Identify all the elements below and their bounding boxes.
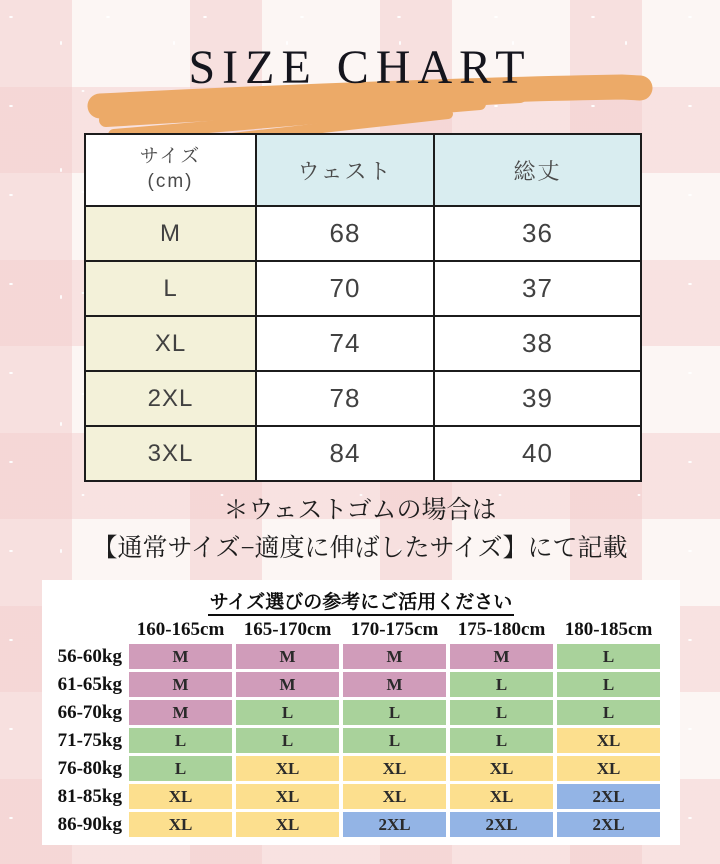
recommended-size-cell: XL — [129, 812, 232, 837]
header-size-unit: (cm) — [147, 171, 194, 192]
recommended-size-cell: 2XL — [557, 784, 660, 809]
elastic-waist-note — [0, 492, 720, 567]
recommended-size-cell: L — [343, 728, 446, 753]
weight-row-label: 76-80kg — [57, 758, 122, 779]
waist-cell: 74 — [256, 316, 434, 371]
size-cell: 2XL — [85, 371, 256, 426]
height-column-header: 175-180cm — [457, 619, 546, 640]
weight-row-label: 71-75kg — [57, 730, 122, 751]
weight-row-label: 66-70kg — [57, 702, 122, 723]
height-column-header: 160-165cm — [136, 619, 225, 640]
recommended-size-cell: M — [236, 672, 339, 697]
size-table-row — [85, 261, 641, 316]
recommended-size-cell: L — [557, 672, 660, 697]
page-title: SIZE CHART — [188, 41, 532, 94]
weight-row-label: 61-65kg — [57, 674, 122, 695]
height-column-header: 165-170cm — [243, 619, 332, 640]
length-cell: 36 — [434, 206, 641, 261]
recommended-size-cell: XL — [236, 756, 339, 781]
recommended-size-cell: XL — [557, 756, 660, 781]
recommended-size-cell: XL — [343, 784, 446, 809]
fit-reference-grid — [46, 618, 660, 837]
recommended-size-cell: L — [450, 728, 553, 753]
size-cell: 3XL — [85, 426, 256, 481]
recommended-size-cell: L — [450, 700, 553, 725]
recommended-size-cell: M — [236, 644, 339, 669]
height-column-header: 180-185cm — [564, 619, 653, 640]
size-table-header-length: 総丈 — [434, 134, 641, 206]
size-table-row — [85, 426, 641, 481]
height-column-header: 170-175cm — [350, 619, 439, 640]
size-table-row — [85, 206, 641, 261]
recommended-size-cell: XL — [450, 784, 553, 809]
recommended-size-cell: M — [343, 644, 446, 669]
size-table — [84, 133, 642, 482]
waist-cell: 70 — [256, 261, 434, 316]
weight-row-label: 81-85kg — [57, 786, 122, 807]
recommended-size-cell: 2XL — [450, 812, 553, 837]
length-cell: 39 — [434, 371, 641, 426]
recommended-size-cell: L — [236, 700, 339, 725]
waist-cell: 84 — [256, 426, 434, 481]
recommended-size-cell: L — [557, 644, 660, 669]
size-table-row — [85, 316, 641, 371]
size-cell: XL — [85, 316, 256, 371]
size-cell: M — [85, 206, 256, 261]
recommended-size-cell: M — [129, 700, 232, 725]
recommended-size-cell: 2XL — [557, 812, 660, 837]
recommended-size-cell: XL — [557, 728, 660, 753]
recommended-size-cell: XL — [236, 812, 339, 837]
recommended-size-cell: XL — [450, 756, 553, 781]
recommended-size-cell: XL — [129, 784, 232, 809]
size-table-header-row — [85, 134, 641, 206]
recommended-size-cell: L — [129, 728, 232, 753]
recommended-size-cell: L — [557, 700, 660, 725]
fit-reference-title: サイズ選びの参考にご活用ください — [42, 587, 680, 614]
waist-cell: 78 — [256, 371, 434, 426]
recommended-size-cell: M — [129, 672, 232, 697]
size-table-header-waist: ウェスト — [256, 134, 434, 206]
recommended-size-cell: L — [343, 700, 446, 725]
recommended-size-cell: L — [129, 756, 232, 781]
fit-reference-panel — [42, 580, 680, 845]
weight-row-label: 56-60kg — [57, 646, 122, 667]
size-table-row — [85, 371, 641, 426]
note-line-1: ＊ウェストゴムの場合は — [223, 497, 497, 524]
recommended-size-cell: 2XL — [343, 812, 446, 837]
length-cell: 37 — [434, 261, 641, 316]
recommended-size-cell: M — [450, 644, 553, 669]
fit-grid-corner — [46, 618, 125, 641]
recommended-size-cell: L — [450, 672, 553, 697]
recommended-size-cell: M — [129, 644, 232, 669]
weight-row-label: 86-90kg — [57, 814, 122, 835]
header-size-label: サイズ — [139, 146, 202, 168]
recommended-size-cell: M — [343, 672, 446, 697]
note-line-2: 【通常サイズ−適度に伸ばしたサイズ】にて記載 — [92, 534, 628, 562]
waist-cell: 68 — [256, 206, 434, 261]
recommended-size-cell: XL — [343, 756, 446, 781]
size-cell: L — [85, 261, 256, 316]
length-cell: 38 — [434, 316, 641, 371]
size-table-header-size — [85, 134, 256, 206]
recommended-size-cell: XL — [236, 784, 339, 809]
recommended-size-cell: L — [236, 728, 339, 753]
length-cell: 40 — [434, 426, 641, 481]
